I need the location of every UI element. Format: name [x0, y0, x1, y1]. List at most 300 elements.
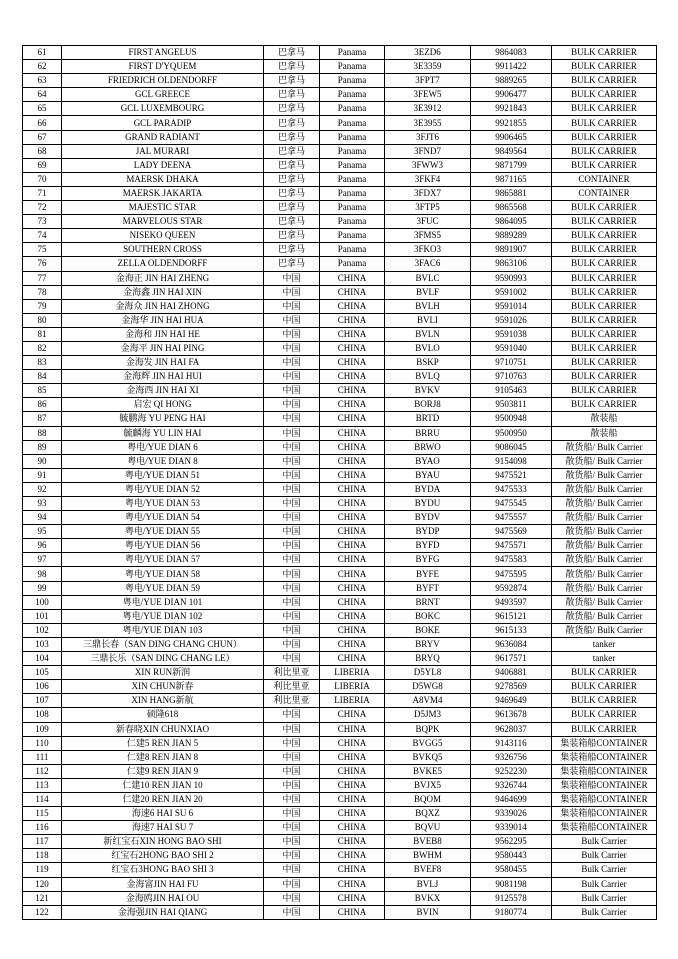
vessel-name-cell: ZELLA OLDENDORFF [62, 257, 264, 271]
flag-en-cell: CHINA [320, 877, 385, 891]
vessel-name-cell: 粤电/YUE DIAN 6 [62, 440, 264, 454]
call-sign-cell: BVLJ [385, 877, 471, 891]
imo-number-cell: 9921843 [471, 102, 552, 116]
ship-type-cell: BULK CARRIER [552, 229, 657, 243]
call-sign-cell: BYDU [385, 497, 471, 511]
flag-en-cell: CHINA [320, 623, 385, 637]
imo-number-cell: 9500950 [471, 426, 552, 440]
imo-number-cell: 9406881 [471, 666, 552, 680]
ship-type-cell: 散货船/ Bulk Carrier [552, 468, 657, 482]
vessel-name-cell: GRAND RADIANT [62, 130, 264, 144]
ship-type-cell: BULK CARRIER [552, 398, 657, 412]
ship-type-cell: tanker [552, 637, 657, 651]
row-number-cell: 104 [23, 652, 62, 666]
call-sign-cell: BVEF8 [385, 863, 471, 877]
imo-number-cell: 9591014 [471, 299, 552, 313]
flag-cn-cell: 中国 [264, 905, 320, 919]
vessel-name-cell: 金海辉 JIN HAI HUI [62, 370, 264, 384]
imo-number-cell: 9871799 [471, 158, 552, 172]
table-row [23, 792, 657, 806]
flag-en-cell: CHINA [320, 708, 385, 722]
imo-number-cell: 9339026 [471, 807, 552, 821]
imo-number-cell: 9154098 [471, 454, 552, 468]
call-sign-cell: 3EZD6 [385, 46, 471, 60]
flag-cn-cell: 巴拿马 [264, 172, 320, 186]
flag-en-cell: Panama [320, 172, 385, 186]
imo-number-cell: 9475569 [471, 525, 552, 539]
row-number-cell: 112 [23, 764, 62, 778]
ship-type-cell: BULK CARRIER [552, 243, 657, 257]
ship-type-cell: BULK CARRIER [552, 60, 657, 74]
flag-cn-cell: 中国 [264, 708, 320, 722]
ship-type-cell: BULK CARRIER [552, 299, 657, 313]
call-sign-cell: BVKQ5 [385, 750, 471, 764]
call-sign-cell: BQOM [385, 792, 471, 806]
row-number-cell: 90 [23, 454, 62, 468]
row-number-cell: 120 [23, 877, 62, 891]
ship-type-cell: 散装船 [552, 426, 657, 440]
ship-type-cell: BULK CARRIER [552, 46, 657, 60]
table-row [23, 426, 657, 440]
flag-en-cell: CHINA [320, 285, 385, 299]
table-row [23, 74, 657, 88]
table-row [23, 849, 657, 863]
call-sign-cell: BYDP [385, 525, 471, 539]
flag-en-cell: CHINA [320, 327, 385, 341]
flag-cn-cell: 中国 [264, 609, 320, 623]
vessel-name-cell: 三鼎长乐（SAN DING CHANG LE） [62, 652, 264, 666]
call-sign-cell: BVEB8 [385, 835, 471, 849]
table-row [23, 440, 657, 454]
vessel-name-cell: NISEKO QUEEN [62, 229, 264, 243]
flag-cn-cell: 中国 [264, 525, 320, 539]
vessel-name-cell: 仁建9 REN JIAN 9 [62, 764, 264, 778]
imo-number-cell: 9906465 [471, 130, 552, 144]
call-sign-cell: BQPK [385, 722, 471, 736]
ship-type-cell: BULK CARRIER [552, 722, 657, 736]
row-number-cell: 114 [23, 792, 62, 806]
row-number-cell: 116 [23, 821, 62, 835]
call-sign-cell: 3E3955 [385, 116, 471, 130]
imo-number-cell: 9617571 [471, 652, 552, 666]
table-row [23, 595, 657, 609]
vessel-name-cell: 毓麟海 YU LIN HAI [62, 426, 264, 440]
flag-cn-cell: 中国 [264, 398, 320, 412]
ship-type-cell: 集装箱船CONTAINER [552, 736, 657, 750]
flag-en-cell: CHINA [320, 891, 385, 905]
call-sign-cell: 3E3912 [385, 102, 471, 116]
ship-type-cell: Bulk Carrier [552, 835, 657, 849]
flag-cn-cell: 中国 [264, 637, 320, 651]
call-sign-cell: BRNT [385, 595, 471, 609]
row-number-cell: 94 [23, 511, 62, 525]
flag-en-cell: CHINA [320, 764, 385, 778]
imo-number-cell: 9613678 [471, 708, 552, 722]
row-number-cell: 113 [23, 778, 62, 792]
flag-cn-cell: 巴拿马 [264, 116, 320, 130]
table-row [23, 46, 657, 60]
flag-en-cell: Panama [320, 116, 385, 130]
call-sign-cell: 3FDX7 [385, 186, 471, 200]
flag-en-cell: Panama [320, 186, 385, 200]
row-number-cell: 80 [23, 313, 62, 327]
flag-cn-cell: 巴拿马 [264, 46, 320, 60]
vessel-table-body [23, 46, 657, 920]
imo-number-cell: 9921855 [471, 116, 552, 130]
ship-type-cell: 散货船/ Bulk Carrier [552, 454, 657, 468]
vessel-name-cell: 粤电/YUE DIAN 53 [62, 497, 264, 511]
flag-en-cell: CHINA [320, 482, 385, 496]
table-row [23, 356, 657, 370]
call-sign-cell: BRRU [385, 426, 471, 440]
flag-en-cell: CHINA [320, 581, 385, 595]
flag-cn-cell: 中国 [264, 327, 320, 341]
flag-cn-cell: 中国 [264, 581, 320, 595]
vessel-name-cell: 粤电/YUE DIAN 103 [62, 623, 264, 637]
row-number-cell: 108 [23, 708, 62, 722]
table-row [23, 327, 657, 341]
flag-en-cell: CHINA [320, 807, 385, 821]
table-row [23, 468, 657, 482]
call-sign-cell: BVLC [385, 271, 471, 285]
table-row [23, 412, 657, 426]
flag-cn-cell: 中国 [264, 863, 320, 877]
row-number-cell: 122 [23, 905, 62, 919]
call-sign-cell: BRWO [385, 440, 471, 454]
flag-cn-cell: 中国 [264, 497, 320, 511]
ship-type-cell: 散货船/ Bulk Carrier [552, 440, 657, 454]
row-number-cell: 73 [23, 215, 62, 229]
vessel-name-cell: 金海鸥JIN HAI OU [62, 891, 264, 905]
vessel-name-cell: 粤电/YUE DIAN 55 [62, 525, 264, 539]
vessel-name-cell: MARVELOUS STAR [62, 215, 264, 229]
flag-cn-cell: 中国 [264, 412, 320, 426]
ship-type-cell: 散货船/ Bulk Carrier [552, 497, 657, 511]
flag-en-cell: CHINA [320, 792, 385, 806]
ship-type-cell: BULK CARRIER [552, 201, 657, 215]
table-row [23, 821, 657, 835]
vessel-name-cell: 三鼎长春（SAN DING CHANG CHUN） [62, 637, 264, 651]
flag-cn-cell: 中国 [264, 736, 320, 750]
flag-cn-cell: 巴拿马 [264, 88, 320, 102]
vessel-name-cell: 金海众 JIN HAI ZHONG [62, 299, 264, 313]
flag-cn-cell: 中国 [264, 821, 320, 835]
row-number-cell: 89 [23, 440, 62, 454]
call-sign-cell: 3FKF4 [385, 172, 471, 186]
vessel-name-cell: MAERSK JAKARTA [62, 186, 264, 200]
table-row [23, 539, 657, 553]
ship-type-cell: BULK CARRIER [552, 356, 657, 370]
flag-en-cell: Panama [320, 243, 385, 257]
row-number-cell: 118 [23, 849, 62, 863]
flag-en-cell: CHINA [320, 835, 385, 849]
vessel-name-cell: 新春晓XIN CHUNXIAO [62, 722, 264, 736]
imo-number-cell: 9864083 [471, 46, 552, 60]
flag-en-cell: CHINA [320, 299, 385, 313]
table-row [23, 863, 657, 877]
flag-cn-cell: 中国 [264, 595, 320, 609]
flag-cn-cell: 中国 [264, 313, 320, 327]
vessel-name-cell: 粤电/YUE DIAN 102 [62, 609, 264, 623]
vessel-name-cell: 金海发 JIN HAI FA [62, 356, 264, 370]
vessel-name-cell: 金海鑫 JIN HAI XIN [62, 285, 264, 299]
vessel-name-cell: SOUTHERN CROSS [62, 243, 264, 257]
flag-en-cell: CHINA [320, 722, 385, 736]
row-number-cell: 103 [23, 637, 62, 651]
imo-number-cell: 9105463 [471, 384, 552, 398]
call-sign-cell: BVLQ [385, 370, 471, 384]
call-sign-cell: 3FPT7 [385, 74, 471, 88]
call-sign-cell: BORJ8 [385, 398, 471, 412]
flag-cn-cell: 中国 [264, 835, 320, 849]
imo-number-cell: 9086045 [471, 440, 552, 454]
flag-en-cell: CHINA [320, 736, 385, 750]
vessel-name-cell: 粤电/YUE DIAN 101 [62, 595, 264, 609]
ship-type-cell: BULK CARRIER [552, 116, 657, 130]
row-number-cell: 97 [23, 553, 62, 567]
imo-number-cell: 9591026 [471, 313, 552, 327]
imo-number-cell: 9493597 [471, 595, 552, 609]
ship-type-cell: Bulk Carrier [552, 877, 657, 891]
table-row [23, 581, 657, 595]
ship-type-cell: CONTAINER [552, 172, 657, 186]
ship-type-cell: Bulk Carrier [552, 905, 657, 919]
row-number-cell: 64 [23, 88, 62, 102]
flag-en-cell: CHINA [320, 863, 385, 877]
flag-cn-cell: 巴拿马 [264, 257, 320, 271]
flag-en-cell: LIBERIA [320, 680, 385, 694]
vessel-table [22, 45, 657, 920]
call-sign-cell: BYAO [385, 454, 471, 468]
flag-en-cell: CHINA [320, 511, 385, 525]
vessel-name-cell: 红宝石3HONG BAO SHI 3 [62, 863, 264, 877]
flag-en-cell: Panama [320, 229, 385, 243]
flag-cn-cell: 巴拿马 [264, 74, 320, 88]
ship-type-cell: BULK CARRIER [552, 158, 657, 172]
table-row [23, 666, 657, 680]
table-row [23, 891, 657, 905]
table-row [23, 215, 657, 229]
table-row [23, 736, 657, 750]
call-sign-cell: 3FND7 [385, 144, 471, 158]
row-number-cell: 105 [23, 666, 62, 680]
table-row [23, 497, 657, 511]
row-number-cell: 110 [23, 736, 62, 750]
vessel-name-cell: 海速7 HAI SU 7 [62, 821, 264, 835]
flag-en-cell: CHINA [320, 313, 385, 327]
flag-en-cell: CHINA [320, 412, 385, 426]
row-number-cell: 83 [23, 356, 62, 370]
table-row [23, 243, 657, 257]
flag-en-cell: CHINA [320, 525, 385, 539]
table-row [23, 623, 657, 637]
row-number-cell: 62 [23, 60, 62, 74]
call-sign-cell: BOKC [385, 609, 471, 623]
imo-number-cell: 9469649 [471, 694, 552, 708]
flag-cn-cell: 中国 [264, 454, 320, 468]
call-sign-cell: BYFG [385, 553, 471, 567]
flag-cn-cell: 巴拿马 [264, 144, 320, 158]
table-row [23, 201, 657, 215]
row-number-cell: 77 [23, 271, 62, 285]
flag-cn-cell: 中国 [264, 567, 320, 581]
flag-cn-cell: 中国 [264, 792, 320, 806]
row-number-cell: 91 [23, 468, 62, 482]
flag-en-cell: Panama [320, 215, 385, 229]
flag-cn-cell: 中国 [264, 468, 320, 482]
imo-number-cell: 9592874 [471, 581, 552, 595]
row-number-cell: 102 [23, 623, 62, 637]
call-sign-cell: D5WG8 [385, 680, 471, 694]
ship-type-cell: tanker [552, 652, 657, 666]
table-row [23, 807, 657, 821]
vessel-name-cell: FIRST ANGELUS [62, 46, 264, 60]
flag-cn-cell: 中国 [264, 341, 320, 355]
vessel-name-cell: 粤电/YUE DIAN 52 [62, 482, 264, 496]
flag-cn-cell: 中国 [264, 623, 320, 637]
flag-cn-cell: 中国 [264, 553, 320, 567]
call-sign-cell: 3FUC [385, 215, 471, 229]
flag-cn-cell: 中国 [264, 750, 320, 764]
row-number-cell: 82 [23, 341, 62, 355]
table-row [23, 722, 657, 736]
flag-en-cell: CHINA [320, 356, 385, 370]
table-row [23, 285, 657, 299]
flag-en-cell: Panama [320, 257, 385, 271]
vessel-name-cell: MAJESTIC STAR [62, 201, 264, 215]
flag-en-cell: CHINA [320, 539, 385, 553]
call-sign-cell: 3FTP5 [385, 201, 471, 215]
table-row [23, 186, 657, 200]
flag-cn-cell: 利比里亚 [264, 666, 320, 680]
ship-type-cell: BULK CARRIER [552, 313, 657, 327]
imo-number-cell: 9591040 [471, 341, 552, 355]
row-number-cell: 87 [23, 412, 62, 426]
table-row [23, 384, 657, 398]
imo-number-cell: 9500948 [471, 412, 552, 426]
ship-type-cell: 散货船/ Bulk Carrier [552, 553, 657, 567]
table-row [23, 102, 657, 116]
flag-en-cell: CHINA [320, 497, 385, 511]
row-number-cell: 115 [23, 807, 62, 821]
flag-en-cell: CHINA [320, 426, 385, 440]
flag-cn-cell: 巴拿马 [264, 229, 320, 243]
call-sign-cell: BYFT [385, 581, 471, 595]
vessel-name-cell: 仁建5 REN JIAN 5 [62, 736, 264, 750]
imo-number-cell: 9081198 [471, 877, 552, 891]
row-number-cell: 96 [23, 539, 62, 553]
row-number-cell: 111 [23, 750, 62, 764]
flag-cn-cell: 中国 [264, 807, 320, 821]
imo-number-cell: 9615133 [471, 623, 552, 637]
vessel-name-cell: 粤电/YUE DIAN 58 [62, 567, 264, 581]
vessel-name-cell: 仁建10 REN JIAN 10 [62, 778, 264, 792]
ship-type-cell: BULK CARRIER [552, 694, 657, 708]
ship-type-cell: 散货船/ Bulk Carrier [552, 567, 657, 581]
flag-en-cell: CHINA [320, 553, 385, 567]
flag-cn-cell: 中国 [264, 370, 320, 384]
imo-number-cell: 9628037 [471, 722, 552, 736]
imo-number-cell: 9339014 [471, 821, 552, 835]
vessel-name-cell: 金海正 JIN HAI ZHENG [62, 271, 264, 285]
flag-en-cell: CHINA [320, 468, 385, 482]
call-sign-cell: BRYV [385, 637, 471, 651]
flag-cn-cell: 中国 [264, 891, 320, 905]
imo-number-cell: 9503811 [471, 398, 552, 412]
flag-en-cell: Panama [320, 201, 385, 215]
flag-en-cell: CHINA [320, 778, 385, 792]
ship-type-cell: BULK CARRIER [552, 88, 657, 102]
table-row [23, 370, 657, 384]
flag-cn-cell: 中国 [264, 384, 320, 398]
ship-type-cell: 散货船/ Bulk Carrier [552, 581, 657, 595]
vessel-name-cell: 粤电/YUE DIAN 8 [62, 454, 264, 468]
call-sign-cell: BVJX5 [385, 778, 471, 792]
call-sign-cell: BYDA [385, 482, 471, 496]
vessel-name-cell: 金海西 JIN HAI XI [62, 384, 264, 398]
flag-en-cell: CHINA [320, 849, 385, 863]
ship-type-cell: Bulk Carrier [552, 863, 657, 877]
table-row [23, 637, 657, 651]
imo-number-cell: 9475557 [471, 511, 552, 525]
call-sign-cell: BYFD [385, 539, 471, 553]
flag-en-cell: CHINA [320, 609, 385, 623]
row-number-cell: 85 [23, 384, 62, 398]
row-number-cell: 86 [23, 398, 62, 412]
call-sign-cell: BVKV [385, 384, 471, 398]
flag-en-cell: CHINA [320, 271, 385, 285]
flag-en-cell: CHINA [320, 384, 385, 398]
flag-cn-cell: 巴拿马 [264, 60, 320, 74]
vessel-name-cell: 金海华 JIN HAI HUA [62, 313, 264, 327]
imo-number-cell: 9591038 [471, 327, 552, 341]
ship-type-cell: 散货船/ Bulk Carrier [552, 623, 657, 637]
table-row [23, 271, 657, 285]
call-sign-cell: BRYQ [385, 652, 471, 666]
row-number-cell: 72 [23, 201, 62, 215]
flag-cn-cell: 中国 [264, 482, 320, 496]
ship-type-cell: 散货船/ Bulk Carrier [552, 539, 657, 553]
row-number-cell: 79 [23, 299, 62, 313]
ship-type-cell: BULK CARRIER [552, 285, 657, 299]
ship-type-cell: BULK CARRIER [552, 680, 657, 694]
vessel-name-cell: MAERSK DHAKA [62, 172, 264, 186]
imo-number-cell: 9278569 [471, 680, 552, 694]
table-row [23, 454, 657, 468]
row-number-cell: 71 [23, 186, 62, 200]
row-number-cell: 63 [23, 74, 62, 88]
call-sign-cell: BVLN [385, 327, 471, 341]
vessel-name-cell: 粤电/YUE DIAN 51 [62, 468, 264, 482]
row-number-cell: 65 [23, 102, 62, 116]
flag-cn-cell: 中国 [264, 849, 320, 863]
table-row [23, 257, 657, 271]
vessel-name-cell: 硕隆618 [62, 708, 264, 722]
row-number-cell: 75 [23, 243, 62, 257]
imo-number-cell: 9615121 [471, 609, 552, 623]
call-sign-cell: BQVU [385, 821, 471, 835]
flag-cn-cell: 中国 [264, 426, 320, 440]
call-sign-cell: D5JM3 [385, 708, 471, 722]
table-row [23, 229, 657, 243]
ship-type-cell: BULK CARRIER [552, 102, 657, 116]
flag-en-cell: CHINA [320, 652, 385, 666]
flag-en-cell: Panama [320, 60, 385, 74]
row-number-cell: 66 [23, 116, 62, 130]
row-number-cell: 100 [23, 595, 62, 609]
call-sign-cell: BVIN [385, 905, 471, 919]
vessel-name-cell: GCL LUXEMBOURG [62, 102, 264, 116]
